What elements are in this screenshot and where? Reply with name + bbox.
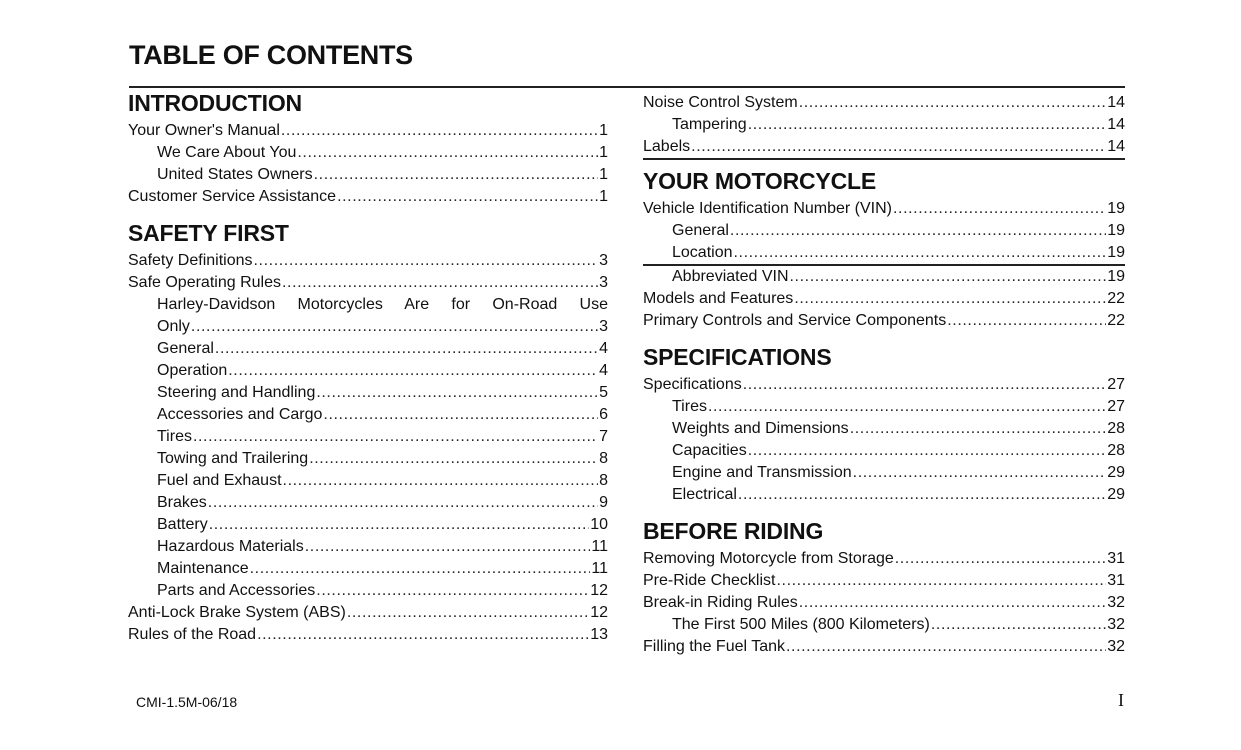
dot-leader (297, 142, 598, 164)
toc-entry[interactable]: Filling the Fuel Tank ..... 32 (643, 636, 1125, 658)
page-number: I (1118, 690, 1124, 710)
toc-entry[interactable]: Vehicle Identification Number (VIN) ..... 19 (643, 198, 1125, 220)
toc-entry[interactable]: Pre-Ride Checklist ..... 31 (643, 570, 1125, 592)
dot-leader (193, 426, 598, 448)
dot-leader (708, 396, 1106, 418)
dot-leader (790, 266, 1107, 288)
toc-entry[interactable]: United States Owners ..... 1 (128, 164, 608, 186)
dot-leader (730, 220, 1106, 242)
dot-leader (323, 404, 598, 426)
dot-leader (786, 636, 1106, 658)
toc-entry[interactable]: Removing Motorcycle from Storage ..... 31 (643, 548, 1125, 570)
section-list-introduction (128, 120, 608, 208)
toc-entry[interactable]: Tires ..... 7 (128, 426, 608, 448)
toc-entry[interactable]: Specifications ..... 27 (643, 374, 1125, 396)
toc-entry[interactable]: General ..... 4 (128, 338, 608, 360)
toc-entry[interactable]: Parts and Accessories ..... 12 (128, 580, 608, 602)
dot-leader (734, 242, 1107, 264)
dot-leader (316, 382, 598, 404)
toc-right-column (643, 92, 1125, 668)
toc-entry[interactable]: Operation ..... 4 (128, 360, 608, 382)
section-list-before-riding (643, 548, 1125, 658)
dot-leader (895, 548, 1106, 570)
dot-leader (337, 186, 598, 208)
toc-entry[interactable]: Models and Features ..... 22 (643, 288, 1125, 310)
dot-leader (794, 288, 1106, 310)
dot-leader (314, 164, 598, 186)
toc-entry[interactable]: Maintenance ..... 11 (128, 558, 608, 580)
dot-leader (743, 374, 1106, 396)
toc-entry[interactable]: Primary Controls and Service Components ..... 22 (643, 310, 1125, 332)
toc-entry[interactable]: Capacities ..... 28 (643, 440, 1125, 462)
toc-entry[interactable]: Customer Service Assistance ..... 1 (128, 186, 608, 208)
toc-entry[interactable]: We Care About You ..... 1 (128, 142, 608, 164)
dot-leader (283, 470, 599, 492)
dot-leader (853, 462, 1107, 484)
document-code: CMI-1.5M-06/18 (136, 694, 238, 710)
toc-entry[interactable]: Noise Control System ..... 14 (643, 92, 1125, 114)
toc-entry[interactable]: Anti-Lock Brake System (ABS) ..... 12 (128, 602, 608, 624)
dot-leader (257, 624, 589, 646)
dot-leader (799, 592, 1106, 614)
toc-entry-line1: Harley-Davidson Motorcycles Are for On-Road Use (157, 296, 608, 313)
toc-entry[interactable]: Abbreviated VIN ..... 19 (643, 266, 1125, 288)
dot-leader (309, 448, 598, 470)
dot-leader (316, 580, 589, 602)
dot-leader (748, 114, 1107, 136)
section-list-your-motorcycle (643, 198, 1125, 332)
toc-entry-line2: Only ..... 3 (128, 316, 608, 338)
toc-entry[interactable]: Location ..... 19 (643, 242, 1125, 266)
toc-entry[interactable]: Brakes ..... 9 (128, 492, 608, 514)
dot-leader (947, 310, 1106, 332)
dot-leader (250, 558, 591, 580)
toc-entry[interactable]: The First 500 Miles (800 Kilometers) ..... 32 (643, 614, 1125, 636)
dot-leader (776, 570, 1106, 592)
dot-leader (191, 316, 598, 338)
section-title-introduction: INTRODUCTION (128, 90, 302, 116)
toc-entry[interactable]: Electrical ..... 29 (643, 484, 1125, 506)
toc-entry[interactable]: Hazardous Materials ..... 11 (128, 536, 608, 558)
dot-leader (931, 614, 1106, 636)
toc-entry[interactable]: Weights and Dimensions ..... 28 (643, 418, 1125, 440)
dot-leader (208, 492, 598, 514)
toc-entry[interactable]: Tampering ..... 14 (643, 114, 1125, 136)
dot-leader (305, 536, 591, 558)
section-title-your-motorcycle: YOUR MOTORCYCLE (643, 168, 876, 194)
dot-leader (282, 272, 598, 294)
section-title-safety-first: SAFETY FIRST (128, 220, 289, 246)
dot-leader (254, 250, 599, 272)
section-title-before-riding: BEFORE RIDING (643, 518, 824, 544)
dot-leader (215, 338, 598, 360)
toc-entry[interactable]: General ..... 19 (643, 220, 1125, 242)
dot-leader (228, 360, 598, 382)
toc-entry[interactable]: Labels ..... 14 (643, 136, 1125, 160)
toc-entry[interactable]: Safety Definitions ..... 3 (128, 250, 608, 272)
section-list-safety-first (128, 250, 608, 646)
toc-entry[interactable]: Steering and Handling ..... 5 (128, 382, 608, 404)
dot-leader (850, 418, 1107, 440)
toc-entry[interactable]: Safe Operating Rules ..... 3 (128, 272, 608, 294)
dot-leader (347, 602, 589, 624)
section-list-continued (643, 92, 1125, 160)
toc-left-column (128, 88, 608, 656)
toc-entry[interactable]: Accessories and Cargo ..... 6 (128, 404, 608, 426)
toc-entry[interactable]: Break-in Riding Rules ..... 32 (643, 592, 1125, 614)
dot-leader (738, 484, 1106, 506)
dot-leader (209, 514, 590, 536)
toc-entry[interactable]: Engine and Transmission ..... 29 (643, 462, 1125, 484)
section-title-specifications: SPECIFICATIONS (643, 344, 832, 370)
toc-entry[interactable]: Tires ..... 27 (643, 396, 1125, 418)
toc-entry[interactable]: Towing and Trailering ..... 8 (128, 448, 608, 470)
dot-leader (281, 120, 598, 142)
dot-leader (691, 136, 1106, 158)
dot-leader (799, 92, 1106, 114)
toc-entry[interactable]: Your Owner's Manual ..... 1 (128, 120, 608, 142)
toc-entry[interactable]: Rules of the Road ..... 13 (128, 624, 608, 646)
toc-entry[interactable]: Fuel and Exhaust ..... 8 (128, 470, 608, 492)
toc-entry-wrapped[interactable] (128, 294, 608, 338)
dot-leader (893, 198, 1106, 220)
section-list-specifications (643, 374, 1125, 506)
page-title: TABLE OF CONTENTS (129, 40, 413, 70)
toc-entry[interactable]: Battery ..... 10 (128, 514, 608, 536)
dot-leader (748, 440, 1107, 462)
